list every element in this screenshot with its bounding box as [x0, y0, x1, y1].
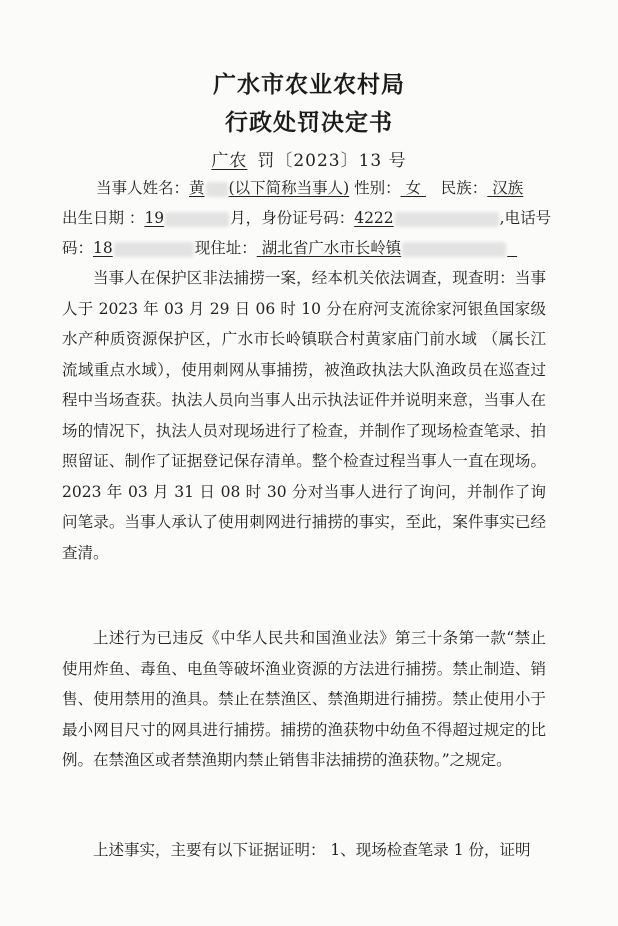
birth-suffix: 月，	[230, 209, 262, 227]
name-field	[189, 179, 349, 197]
document-number	[0, 146, 618, 171]
ethnicity-value	[487, 179, 523, 197]
gender-value	[401, 179, 426, 197]
redaction-mark	[165, 212, 229, 227]
doc-number-rest: 罚〔2023〕13 号	[257, 151, 407, 171]
phone-label: ,电话号	[499, 209, 552, 227]
name-note: (以下简称当事人)	[228, 179, 350, 197]
violation-paragraph: 上述行为已违反《中华人民共和国渔业法》第三十条第一款“禁止使用炸鱼、毒鱼、电鱼等破坏渔业资源的方法进行捕捞。禁止制造、销售、使用禁用的渔具。禁止在禁渔区、禁渔期进行捕捞。禁止使用小于最小网目尺寸的网具进行捕捞。捕捞的渔获物中幼鱼不得超过规定的比例。在禁渔区或者禁渔期内禁止销售非法捕捞的渔获物。”之规定。	[62, 629, 546, 769]
gender-text: 女	[405, 179, 422, 197]
name-visible: 黄	[189, 179, 205, 197]
redaction-mark	[395, 212, 499, 227]
phone-label-cont: 码：	[62, 239, 94, 257]
birth-visible: 19	[144, 209, 165, 227]
party-line-3	[62, 236, 517, 258]
address-label: 现住址：	[194, 239, 257, 257]
redaction-mark	[402, 242, 506, 257]
id-visible: 4222	[354, 209, 394, 227]
redaction-mark	[114, 242, 194, 257]
party-line-1	[96, 176, 523, 198]
id-label: 身份证号码：	[261, 209, 355, 227]
party-line-2	[62, 206, 551, 228]
redaction-mark	[206, 182, 228, 197]
gender-label: 性别：	[354, 179, 401, 197]
id-field	[354, 209, 499, 227]
address-visible: 湖北省广水市长岭镇	[261, 239, 402, 257]
agency-title: 广水市农业农村局	[213, 71, 405, 98]
evidence-paragraph: 上述事实，主要有以下证据证明： 1、现场检查笔录 1 份，证明	[93, 841, 531, 859]
birth-label: 出生日期 ：	[62, 209, 145, 227]
birth-field	[144, 209, 230, 227]
name-label: 当事人姓名：	[96, 179, 190, 197]
facts-paragraph: 当事人在保护区非法捕捞一案，经本机关依法调查，现查明：当事人于 2023 年 03 月 29 日 06 时 10 分在府河支流徐家河银鱼国家级水产种质资源保护区，广水市长岭镇联合村黄家庙门前水域 （属长江流域重点水域），使用刺网从事捕捞，被渔政执法大队渔政员在巡查过程中当场查获。执法人员向当事人出示执法证件并说明来意，当事人在场的情况下，执法人员对现场进行了检查，并制作了现场检查笔录、拍照留证、制作了证据登记保存清单。整个检查过程当事人一直在现场。2023 年 03 月 31 日 08 时 30 分对当事人进行了询问，并制作了询问笔录。当事人承认了使用刺网进行捕捞的事实，至此，案件事实已经查清。	[62, 269, 546, 562]
address-field	[257, 239, 517, 257]
doc-prefix: 广农	[211, 151, 248, 171]
ethnicity-label: 民族：	[440, 179, 488, 197]
phone-visible: 18	[93, 239, 113, 257]
document-type-title: 行政处罚决定书	[225, 109, 393, 136]
phone-field	[93, 239, 195, 257]
ethnicity-text: 汉族	[492, 179, 524, 197]
